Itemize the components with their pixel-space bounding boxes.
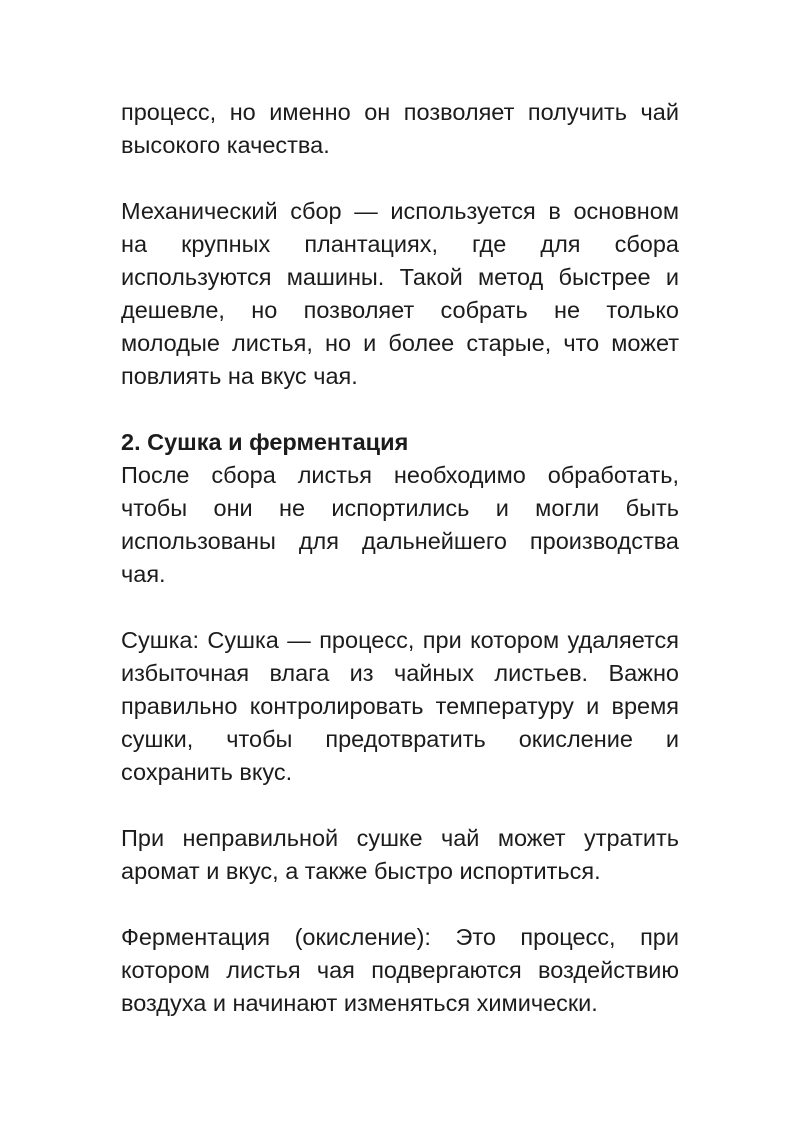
paragraph-drying: Сушка: Сушка — процесс, при котором удаляется избыточная влага из чайных листьев. Важно правильно контролировать температуру и время сушки, чтобы предотвратить окисление и сохранить вкус. <box>121 627 679 785</box>
text-column <box>121 96 679 1053</box>
paragraph-mechanical-harvest: Механический сбор — используется в основном на крупных плантациях, где для сбора используются машины. Такой метод быстрее и дешевле, но позволяет собрать не только молодые листья, но и более старые, что может повлиять на вкус чая. <box>121 198 679 389</box>
paragraph-improper-drying: При неправильной сушке чай может утратить аромат и вкус, а также быстро испортиться. <box>121 825 679 884</box>
paragraph-fermentation: Ферментация (окисление): Это процесс, при котором листья чая подвергаются воздействию воздуха и начинают изменяться химически. <box>121 924 679 1016</box>
paragraph-quality: процесс, но именно он позволяет получить чай высокого качества. <box>121 99 679 158</box>
paragraph-section-intro: После сбора листья необходимо обработать, чтобы они не испортились и могли быть использованы для дальнейшего производства чая. <box>121 462 679 587</box>
section-heading: 2. Сушка и ферментация <box>121 429 409 455</box>
